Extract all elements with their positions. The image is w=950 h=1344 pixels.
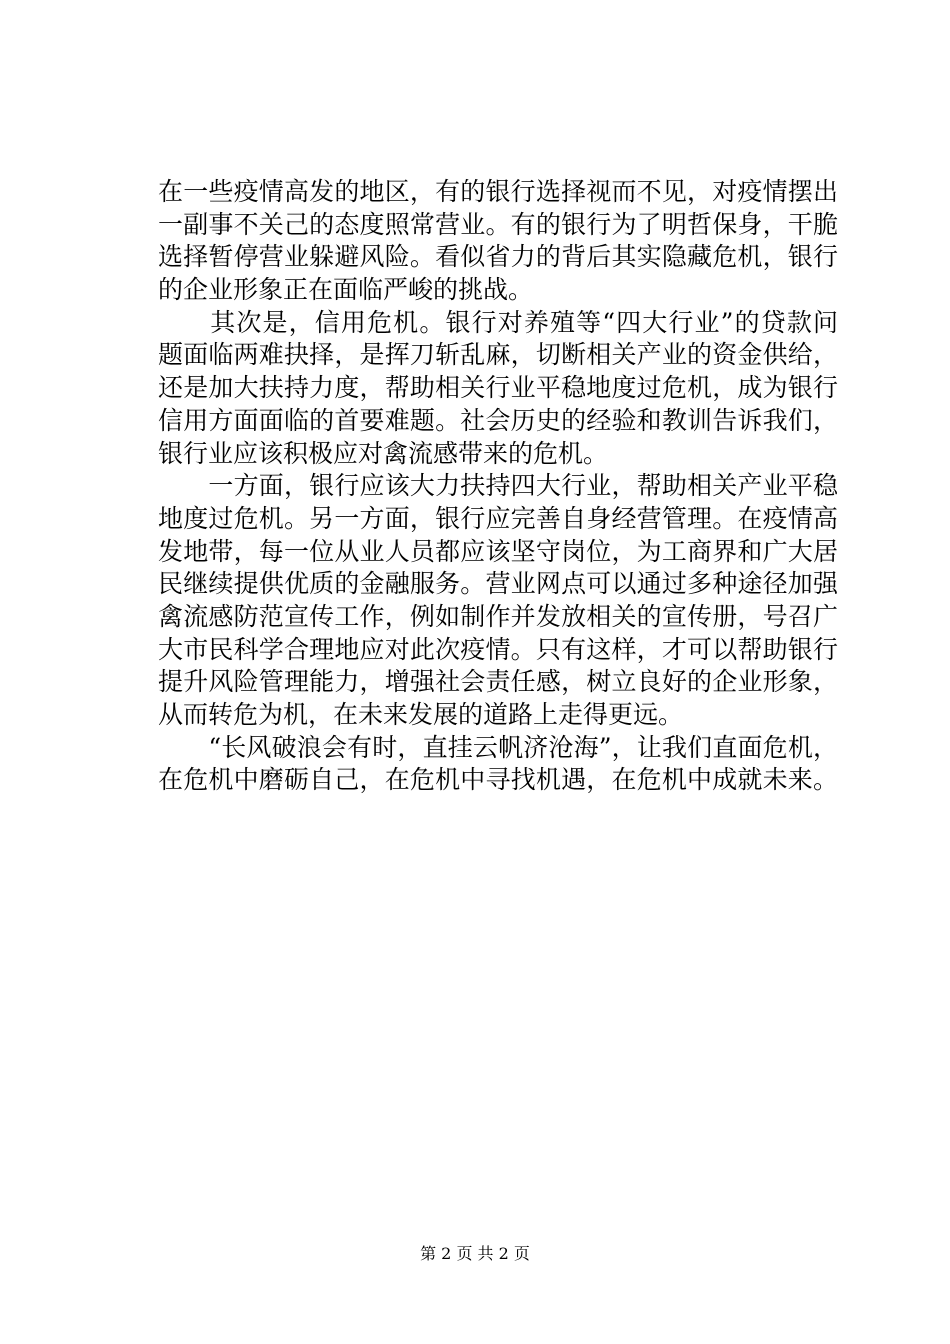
body-text	[158, 176, 838, 797]
text-line: 地度过危机。另一方面，银行应完善自身经营管理。在疫情高	[158, 503, 838, 533]
text-line: 在危机中磨砺自己，在危机中寻找机遇，在危机中成就未来。	[158, 765, 838, 795]
text-line: 在一些疫情高发的地区，有的银行选择视而不见，对疫情摆出	[158, 177, 838, 206]
text-line: 其次是，信用危机。银行对养殖等“四大行业”的贷款问	[158, 307, 838, 337]
text-line: 提升风险管理能力，增强社会责任感，树立良好的企业形象，	[158, 667, 838, 697]
text-line: 选择暂停营业躲避风险。看似省力的背后其实隐藏危机，银行	[158, 242, 838, 272]
text-line: 民继续提供优质的金融服务。营业网点可以通过多种途径加强	[158, 569, 838, 599]
text-line: 信用方面面临的首要难题。社会历史的经验和教训告诉我们，	[158, 405, 838, 435]
text-line: 银行业应该积极应对禽流感带来的危机。	[158, 438, 609, 468]
text-line: “长风破浪会有时，直挂云帆济沧海”，让我们直面危机，	[158, 732, 838, 762]
text-line: 一副事不关己的态度照常营业。有的银行为了明哲保身，干脆	[158, 209, 838, 239]
page-footer	[0, 1244, 950, 1264]
text-line: 从而转危为机，在未来发展的道路上走得更远。	[158, 700, 684, 729]
text-line: 大市民科学合理地应对此次疫情。只有这样，才可以帮助银行	[158, 634, 838, 664]
text-line: 禽流感防范宣传工作，例如制作并发放相关的宣传册，号召广	[158, 601, 838, 631]
text-line: 题面临两难抉择，是挥刀斩乱麻，切断相关产业的资金供给，	[158, 340, 838, 370]
page-number-label: 第 2 页 共 2 页	[420, 1244, 530, 1263]
text-line: 的企业形象正在面临严峻的挑战。	[158, 275, 534, 305]
text-line: 发地带，每一位从业人员都应该坚守岗位，为工商界和广大居	[158, 536, 838, 566]
text-line: 还是加大扶持力度，帮助相关行业平稳地度过危机，成为银行	[158, 373, 838, 403]
text-line: 一方面，银行应该大力扶持四大行业，帮助相关产业平稳	[158, 471, 838, 501]
